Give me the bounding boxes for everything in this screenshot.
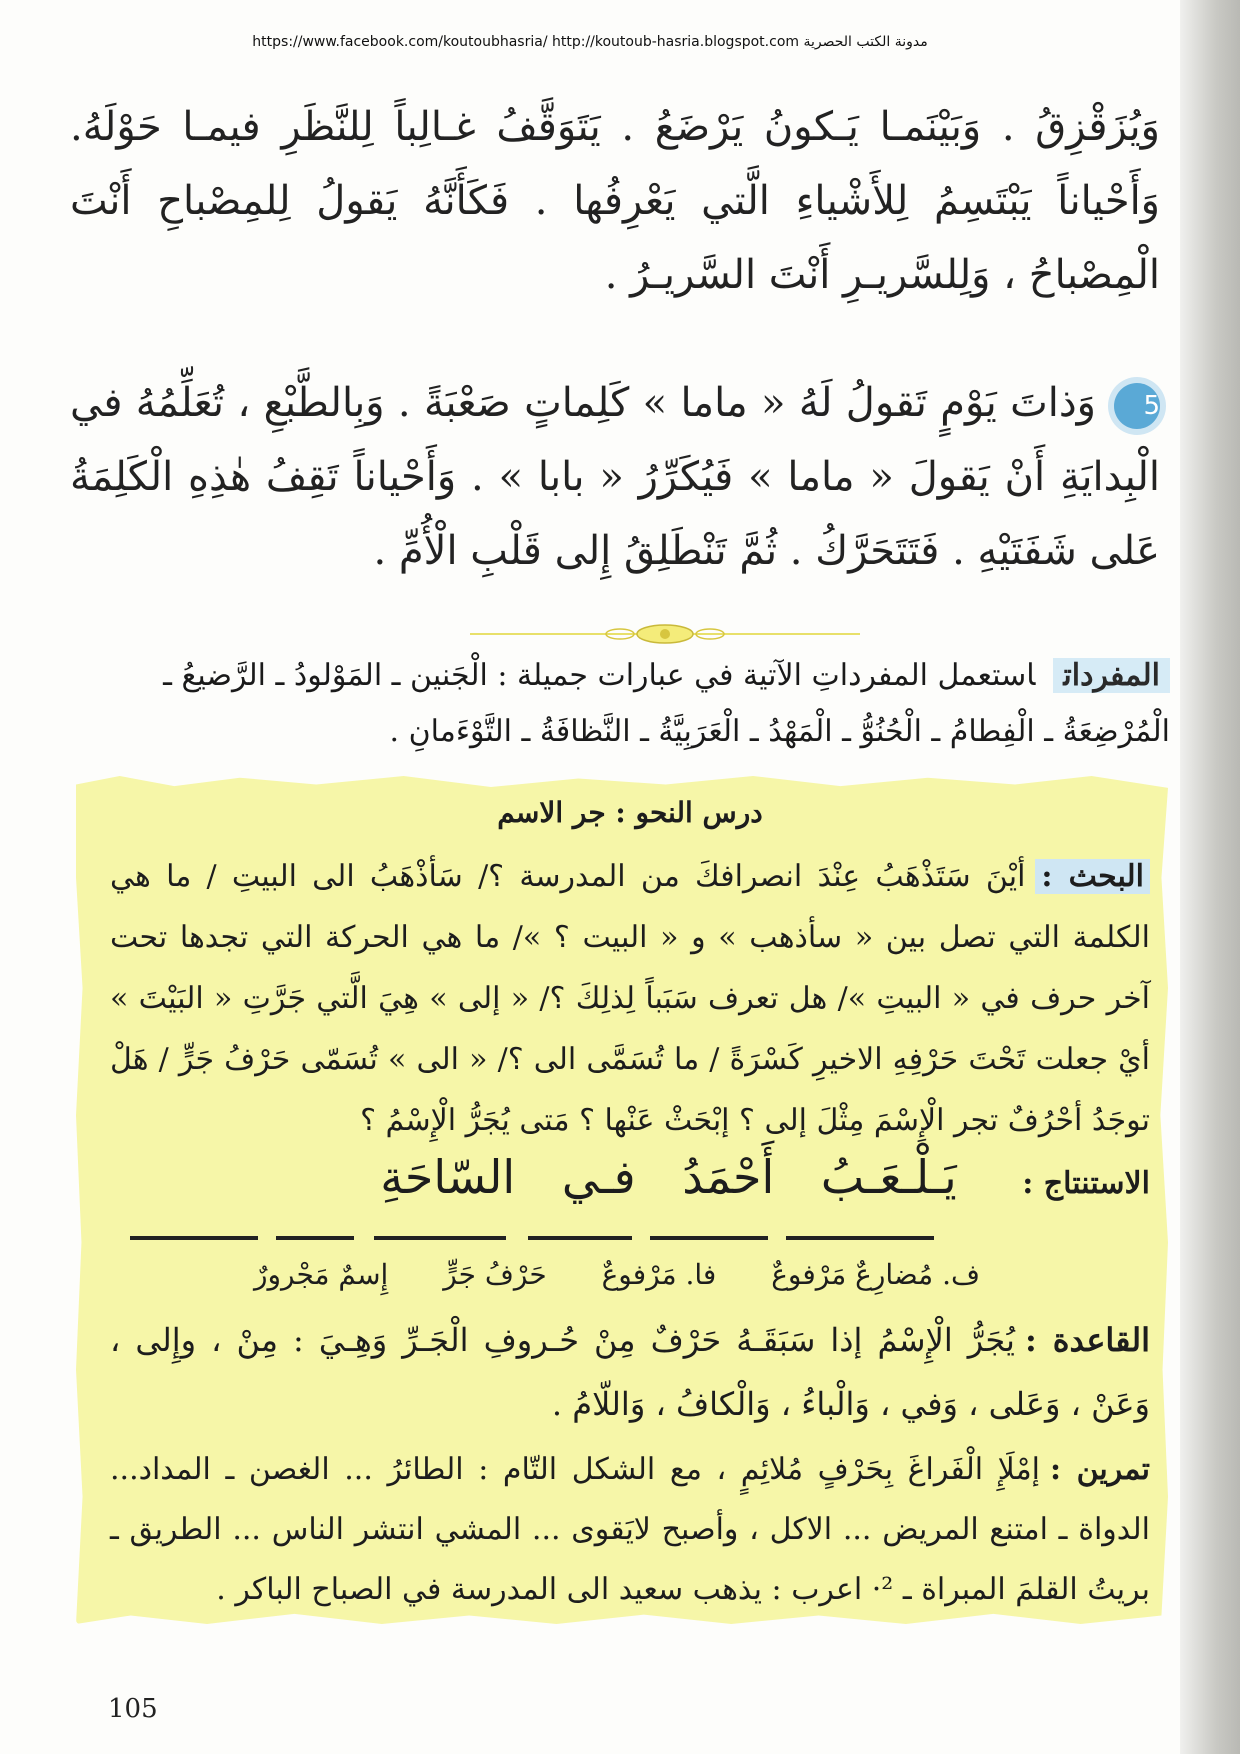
conclusion-label: الاستنتاج : xyxy=(1022,1166,1150,1201)
vocabulary-label: المفردات xyxy=(1053,658,1170,693)
rule-text: يُجَرُّ الْإِسْمُ إذا سَبَقَـهُ حَرْفٌ مِنْ حُـروفِ الْجَـرِّ وَهِـيَ : مِنْ ، وإِلى ، وَعَنْ ، وَعَلى ، وَفي ، وَالْباءُ ، وَالْكافُ ، وَاللّامُ . xyxy=(110,1321,1150,1423)
story-paragraph-2 xyxy=(70,366,1160,588)
story-paragraph-2-text: وَذاتَ يَوْمٍ تَقولُ لَهُ « ماما » كَلِماتٍ صَعْبَةً . وَبِالطَّبْعِ ، تُعَلِّمُهُ في الْبِدايَةِ أَنْ يَقولَ « ماما » فَيُكَرِّرُ « بابا » . وَأَحْياناً تَقِفُ هٰذِهِ الْكَلِمَةُ عَلى شَفَتَيْهِ . فَتَتَحَرَّكُ . ثُمَّ تَنْطَلِقُ إِلى قَلْبِ الْأُمِّ . xyxy=(70,380,1160,574)
vocabulary-text: استعمل المفرداتِ الآتية في عبارات جميلة : الْجَنين ـ المَوْلودُ ـ الرَّضيعُ ـ الْمُرْضِعَةُ ـ الْفِطامُ ـ الْحُنُوُّ ـ الْمَهْدُ ـ الْعَرَبِيَّةُ ـ النَّظافَةُ ـ التَّوْءَمانِ . xyxy=(163,658,1170,749)
example-sentence xyxy=(364,1150,972,1204)
sentence-word: السّاحَةِ xyxy=(380,1150,516,1204)
parsing-item: إِسمٌ مَجْرورٌ xyxy=(253,1258,389,1291)
conclusion-section xyxy=(110,1150,1150,1204)
vocabulary-section xyxy=(90,648,1170,760)
exercise-section xyxy=(110,1440,1150,1620)
research-label: البحث : xyxy=(1035,859,1150,894)
underline xyxy=(650,1236,768,1240)
sentence-word: أَحْمَدُ xyxy=(682,1150,775,1204)
sentence-word: فـي xyxy=(561,1150,636,1204)
underline xyxy=(786,1236,934,1240)
rule-label: القاعدة : xyxy=(1024,1321,1151,1359)
research-text: أيْنَ سَتَذْهَبُ عِنْدَ انصرافكَ من المدرسة ؟/ سَأذْهَبُ الى البيتِ / ما هي الكلمة التي تصل بين « سأذهب » و « البيت ؟ »/ ما هي الحركة التي تجدها تحت آخر حرف في « البيتِ »/ هل تعرف سَبَباً لِذلِكَ ؟/ « إلى » هِيَ الَّتي جَرَّتِ « البَيْتَ » أيْ جعلت تَحْتَ حَرْفِهِ الاخيرِ كَسْرَةً / ما تُسَمَّى الى ؟/ « الى » تُسَمّى حَرْفُ جَرٍّ / هَلْ توجَدُ أحْرُفٌ تجر الْإِسْمَ مِثْلَ إلى ؟ إبْحَثْ عَنْها ؟ مَتى يُجَرُّ الْإِسْمُ ؟ xyxy=(110,859,1151,1138)
research-section xyxy=(110,846,1150,1151)
lesson-title: درس النحو : جر الاسم xyxy=(497,796,763,829)
page-edge-shadow xyxy=(1180,0,1240,1754)
exercise-label: تمرين : xyxy=(1049,1452,1150,1487)
ornament-divider xyxy=(470,622,860,646)
parsing-row xyxy=(180,1258,980,1291)
parsing-item: فا. مَرْفوعٌ xyxy=(601,1258,717,1291)
source-header: https://www.facebook.com/koutoubhasria/ http://koutoub-hasria.blogspot.com مدونة الكتب الحصرية xyxy=(252,34,928,50)
underline xyxy=(374,1236,506,1240)
exercise-text: إمْلَإِ الْفَراغَ بِحَرْفٍ مُلائِمٍ ، مع الشكل التّام : الطائرُ ... الغصن ـ المداد... الدواة ـ امتنع المريض ... الاكل ، وأصبح لايَقوى ... المشي انتشر الناس ... الطريق ـ بريتُ القلمَ المبراة ـ ²· اعرب : يذهب سعيد الى المدرسة في الصباح الباكر . xyxy=(110,1452,1150,1607)
underline xyxy=(528,1236,632,1240)
story-paragraph-1: وَيُزَقْزِقُ . وَبَيْنَمـا يَـكونُ يَرْضَعُ . يَتَوَقَّفُ غـالِباً لِلنَّظَرِ فيمـا حَوْلَهُ. وَأَحْياناً يَبْتَسِمُ لِلأَشْياءِ الَّتي يَعْرِفُها . فَكَأَنَّهُ يَقولُ لِلمِصْباحِ أَنْتَ الْمِصْباحُ ، وَلِلسَّريـرِ أَنْتَ السَّريـرُ . xyxy=(70,104,1160,298)
underline xyxy=(130,1236,258,1240)
underline xyxy=(276,1236,354,1240)
paragraph-number-badge: 5 xyxy=(1114,383,1160,429)
parsing-item: ف. مُضارِعٌ مَرْفوعٌ xyxy=(771,1258,980,1291)
sentence-word: يَـلْـعَـبُ xyxy=(820,1150,957,1204)
page-number: 105 xyxy=(108,1694,158,1724)
parsing-item: حَرْفُ جَرٍّ xyxy=(443,1258,547,1291)
sentence-underlines xyxy=(130,1236,1010,1242)
rule-section xyxy=(110,1308,1150,1436)
